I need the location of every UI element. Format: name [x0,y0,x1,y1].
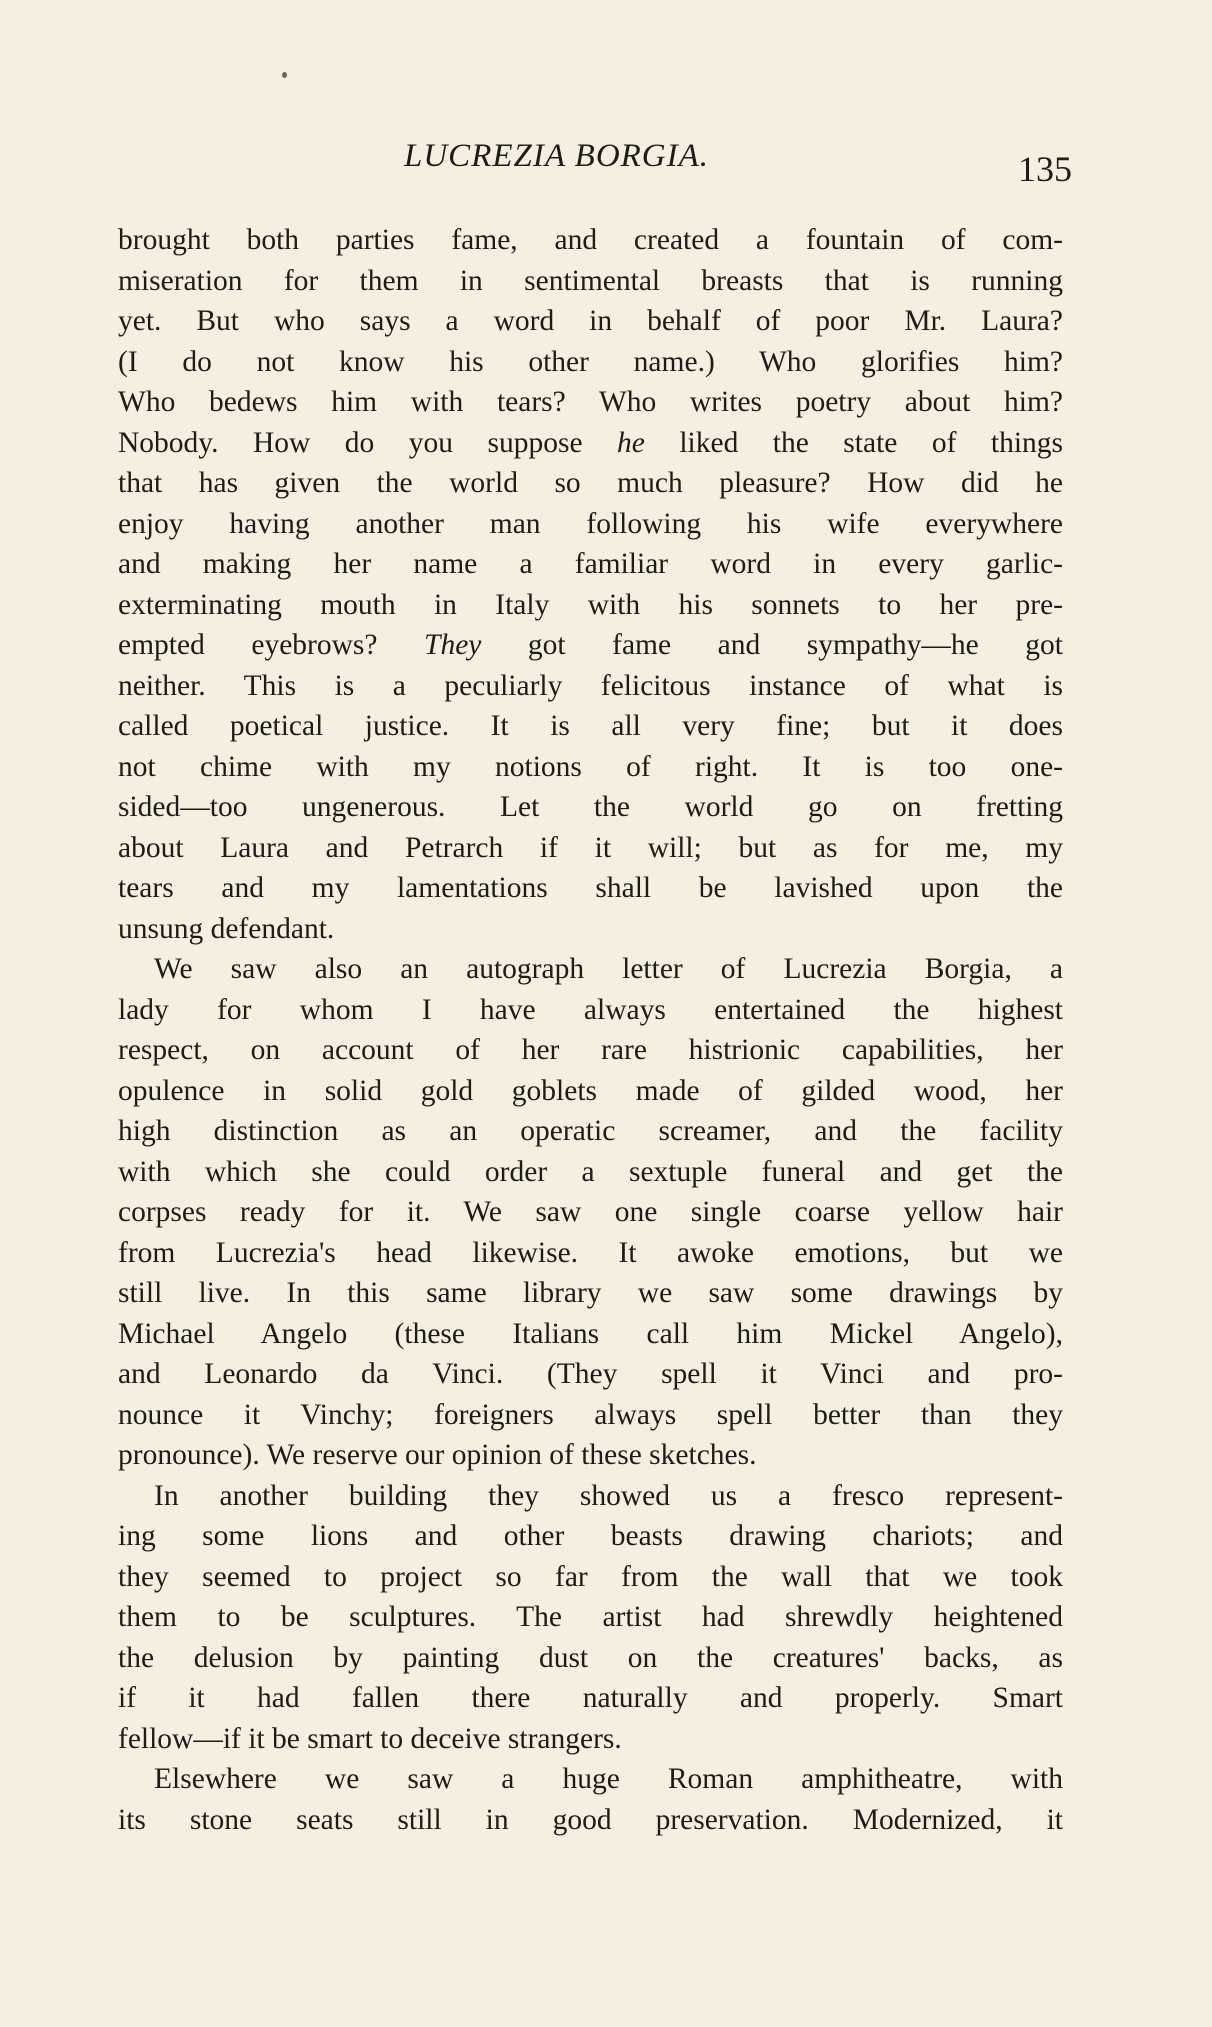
text-line: the delusion by painting dust on the creatures' backs, as [118,1641,1063,1674]
running-title: LUCREZIA BORGIA. [404,138,710,174]
text-line: pronounce). We reserve our opinion of these sketches. [118,1439,757,1471]
text-line: enjoy having another man following his wife everywhere [118,507,1063,540]
text-line: (I do not know his other name.) Who glorifies him? [118,345,1063,378]
text-line: they seemed to project so far from the wall that we took [118,1560,1063,1593]
text-line: respect, on account of her rare histrionic capabilities, her [118,1034,1063,1066]
text-segment: empted eyebrows? [118,629,425,661]
text-line: miseration for them in sentimental breasts that is running [118,264,1063,297]
page-header [0,138,1212,198]
text-line: its stone seats still in good preservation. Modernized, it [118,1803,1063,1836]
text-line: lady for whom I have always entertained the highest [118,993,1063,1026]
text-line: neither. This is a peculiarly felicitous instance of what is [118,669,1063,702]
text-line: ing some lions and other beasts drawing chariots; and [118,1520,1063,1552]
text-line: still live. In this same library we saw some drawings by [118,1277,1063,1309]
text-line [118,423,1063,464]
page-number: 135 [1018,149,1072,189]
text-line: unsung defendant. [118,912,335,945]
text-line: yet. But who says a word in behalf of poor Mr. Laura? [118,305,1063,337]
text-line: Michael Angelo (these Italians call him Mickel Angelo), [118,1317,1063,1350]
text-line: Elsewhere we saw a huge Roman amphitheatre, with [154,1763,1063,1795]
text-line: not chime with my notions of right. It is too one- [118,750,1063,783]
text-line: and making her name a familiar word in every garlic- [118,548,1063,580]
text-line: from Lucrezia's head likewise. It awoke emotions, but we [118,1236,1063,1269]
text-line: sided—too ungenerous. Let the world go on fretting [118,791,1063,823]
text-line: that has given the world so much pleasure? How did he [118,467,1063,499]
text-line: with which she could order a sextuple funeral and get the [118,1155,1063,1188]
emphasis: They [424,629,482,661]
body-text [118,220,1063,1840]
text-segment: got fame and sympathy—he got [481,629,1063,661]
text-line: We saw also an autograph letter of Lucrezia Borgia, a [154,953,1063,985]
text-line: about Laura and Petrarch if it will; but as for me, my [118,831,1063,864]
text-line: tears and my lamentations shall be lavished upon the [118,872,1063,904]
text-line [118,625,1063,666]
text-segment: Nobody. How do you suppose [118,426,618,459]
text-line: corpses ready for it. We saw one single coarse yellow hair [118,1196,1063,1228]
text-line: if it had fallen there naturally and properly. Smart [118,1682,1063,1714]
text-line: called poetical justice. It is all very fine; but it does [118,710,1063,742]
text-line: brought both parties fame, and created a fountain of com- [118,224,1063,256]
text-line: exterminating mouth in Italy with his sonnets to her pre- [118,588,1063,621]
emphasis: he [617,426,645,459]
text-segment: liked the state of things [644,426,1063,459]
text-line: Who bedews him with tears? Who writes poetry about him? [118,386,1063,418]
text-line: In another building they showed us a fresco represent- [154,1479,1063,1512]
ink-speck [282,72,287,78]
text-line: and Leonardo da Vinci. (They spell it Vinci and pro- [118,1358,1063,1390]
text-line: opulence in solid gold goblets made of gilded wood, her [118,1074,1063,1107]
text-line: nounce it Vinchy; foreigners always spell better than they [118,1398,1063,1431]
text-line: them to be sculptures. The artist had shrewdly heightened [118,1601,1063,1633]
text-line: fellow—if it be smart to deceive strangers. [118,1722,622,1755]
text-line: high distinction as an operatic screamer, and the facility [118,1115,1063,1147]
